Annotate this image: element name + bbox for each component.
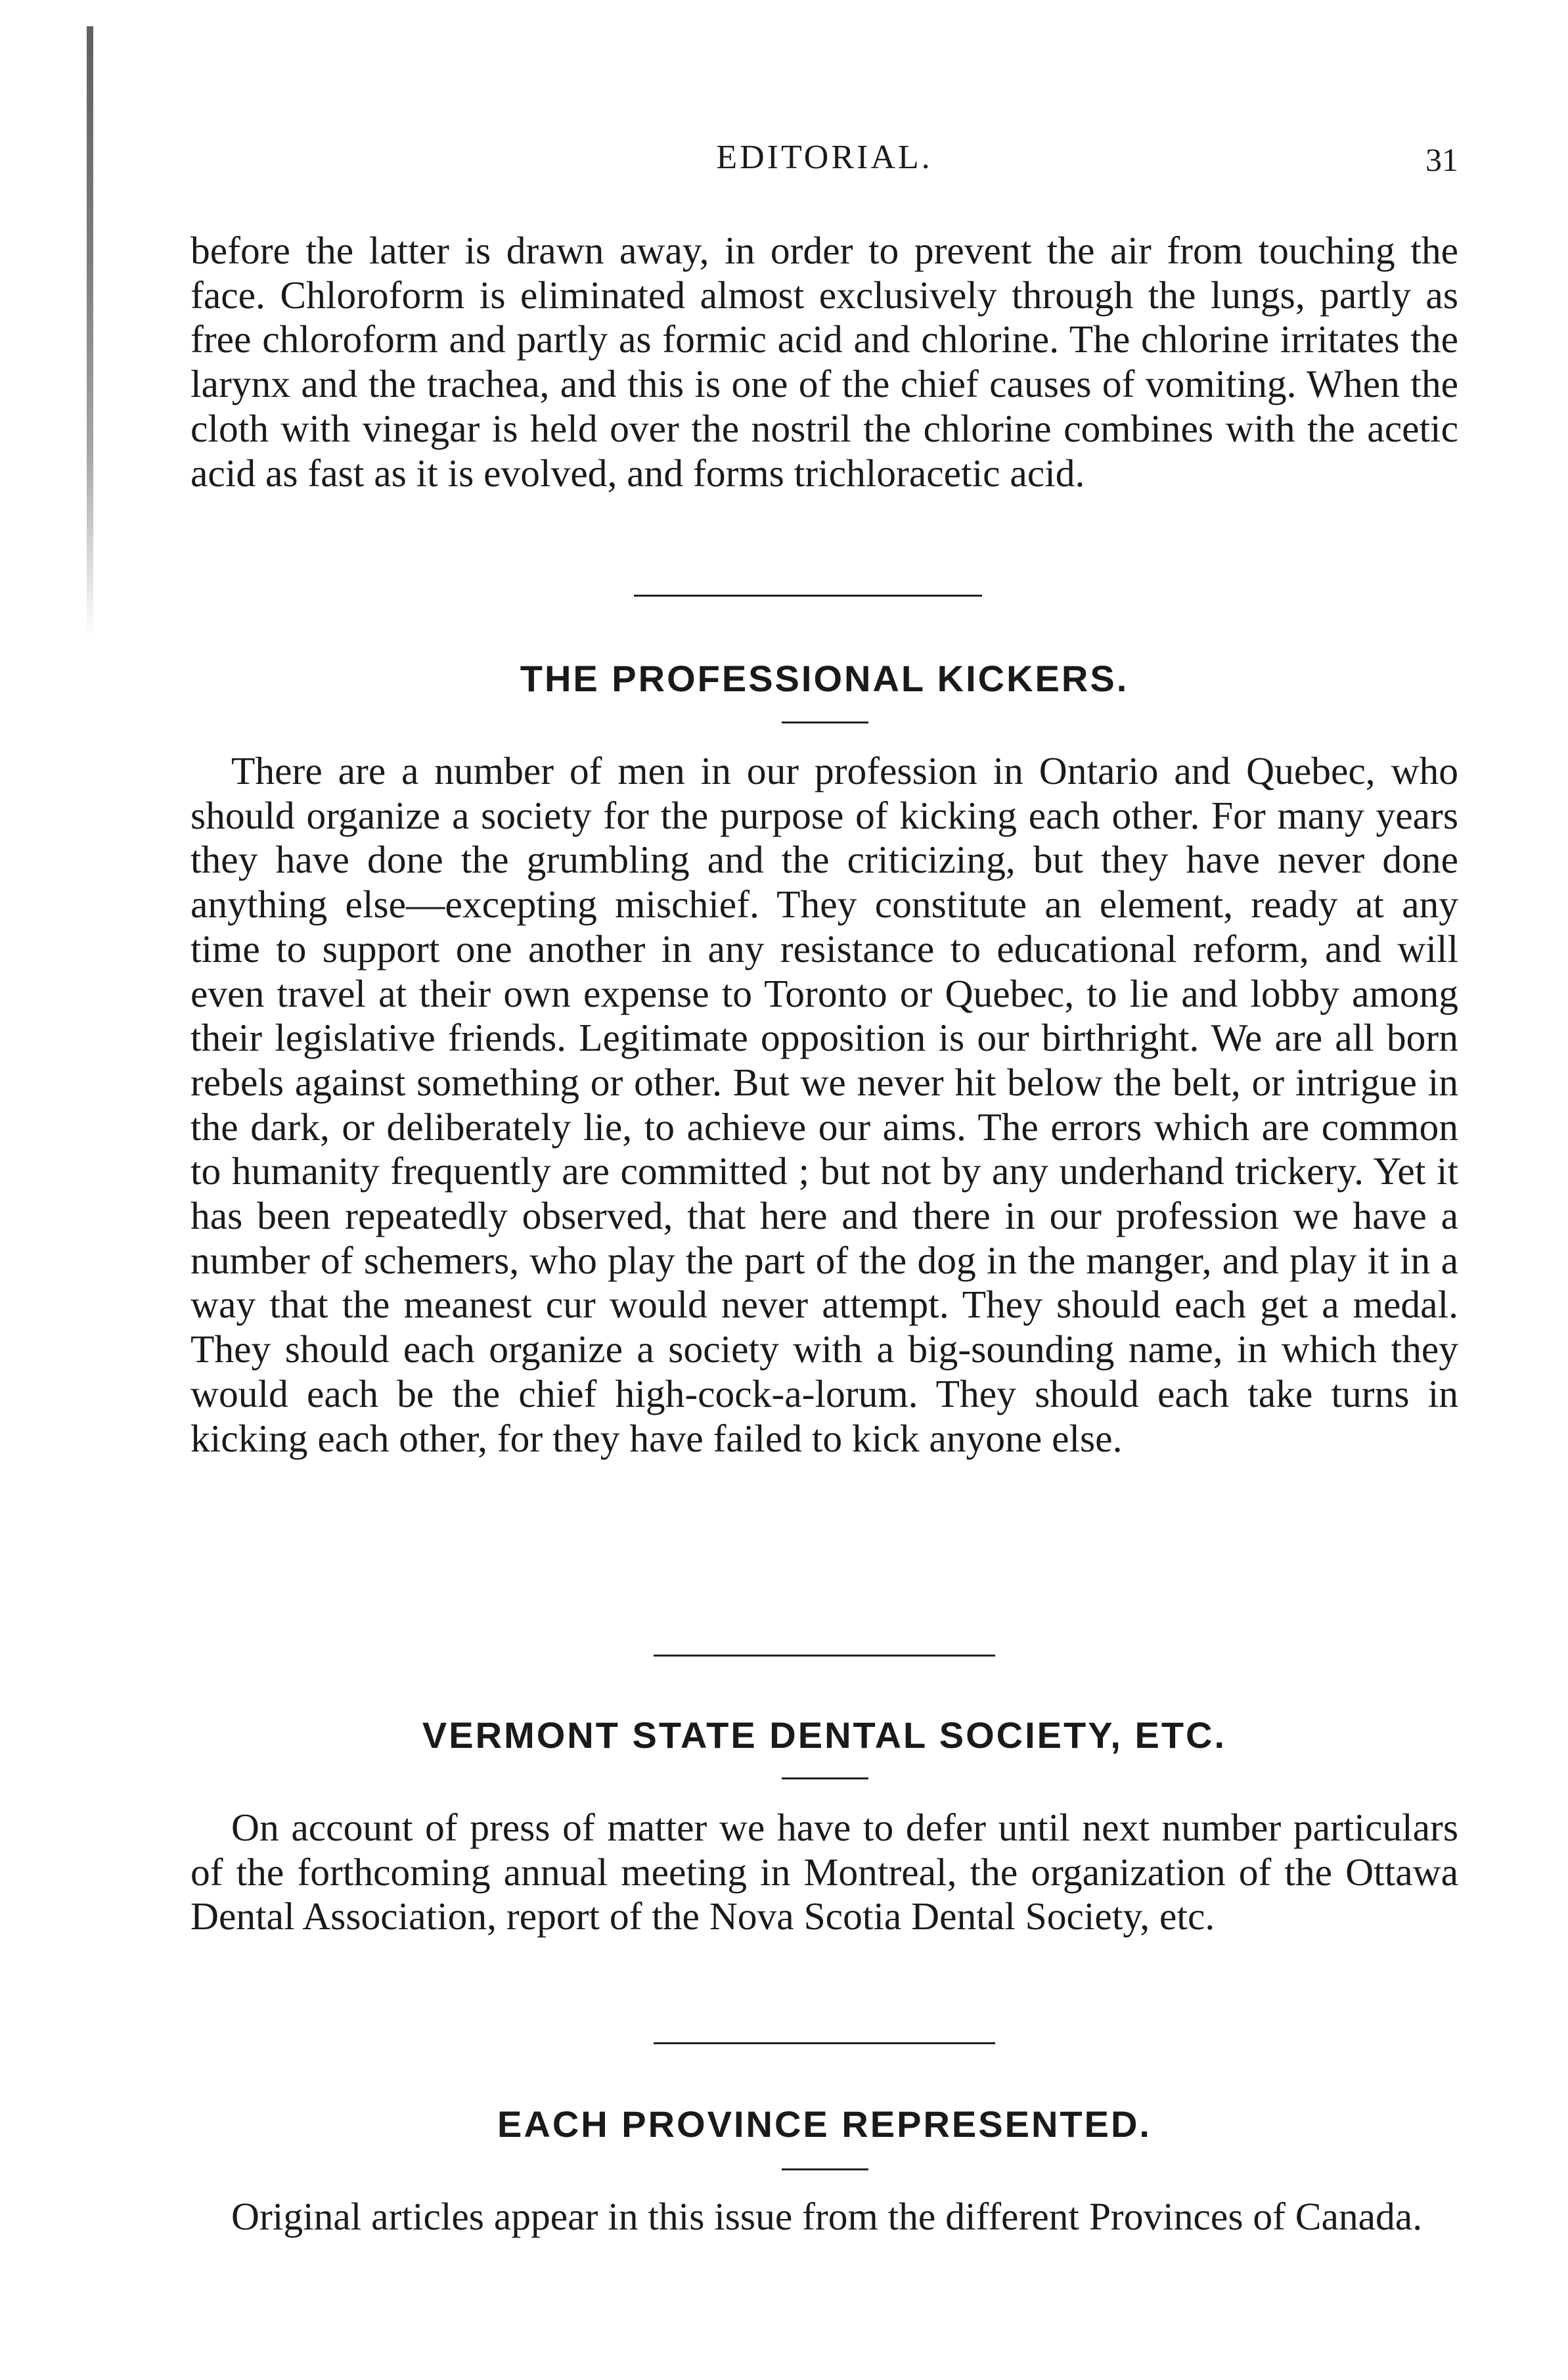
section-heading: EACH PROVINCE REPRESENTED. [497, 2103, 1152, 2145]
section-heading: VERMONT STATE DENTAL SOCIETY, ETC. [422, 1714, 1227, 1756]
heading-underline [782, 721, 868, 723]
running-head: EDITORIAL. [716, 139, 933, 176]
section-body [190, 749, 1458, 1461]
section-heading: THE PROFESSIONAL KICKERS. [520, 658, 1129, 699]
continued-paragraph-block [190, 229, 1458, 495]
section-divider [654, 2042, 995, 2044]
section-divider [634, 595, 982, 597]
body-paragraph: before the latter is drawn away, in order to prevent the air from touching the face. Chloroform is eliminated almost exclusively through the lungs, partly as free chloroform and partly as formic acid and chlorine. The chlorine irritates the larynx and the trachea, and this is one of the chief causes of vomiting. When the cloth with vinegar is held over the nostril the chlorine combines with the acetic acid as fast as it is evolved, and forms trichloracetic acid. [190, 229, 1458, 495]
section-body [190, 2195, 1458, 2239]
page-number: 31 [1425, 141, 1458, 178]
section-divider [654, 1655, 995, 1657]
binding-edge-shadow [87, 26, 93, 637]
page-header [190, 138, 1458, 191]
heading-underline [782, 1777, 868, 1779]
heading-underline [782, 2168, 868, 2170]
section-body [190, 1806, 1458, 1939]
body-paragraph: There are a number of men in our profession in Ontario and Quebec, who should organize a society for the purpose of kicking each other. For many years they have done the grumbling and the criticizing, but they have never done anything else—excepting mischief. They constitute an element, ready at any time to support one another in any resistance to educational reform, and will even travel at their own expense to Toronto or Quebec, to lie and lobby among their legislative friends. Legitimate opposition is our birthright. We are all born rebels against something or other. But we never hit below the belt, or intrigue in the dark, or deliberately lie, to achieve our aims. The errors which are common to humanity frequently are committed ; but not by any underhand trickery. Yet it has been repeatedly observed, that here and there in our profession we have a number of schemers, who play the part of the dog in the manger, and play it in a way that the meanest cur would never attempt. They should each get a medal. They should each organize a society with a big-sounding name, in which they would each be the chief high-cock-a-lorum. They should each take turns in kicking each other, for they have failed to kick anyone else. [190, 749, 1458, 1460]
body-paragraph: On account of press of matter we have to defer until next number particulars of the forthcoming annual meeting in Montreal, the organization of the Ottawa Dental Association, report of the Nova Scotia Dental Society, etc. [190, 1806, 1458, 1938]
body-paragraph: Original articles appear in this issue from the different Provinces of Canada. [231, 2195, 1423, 2238]
